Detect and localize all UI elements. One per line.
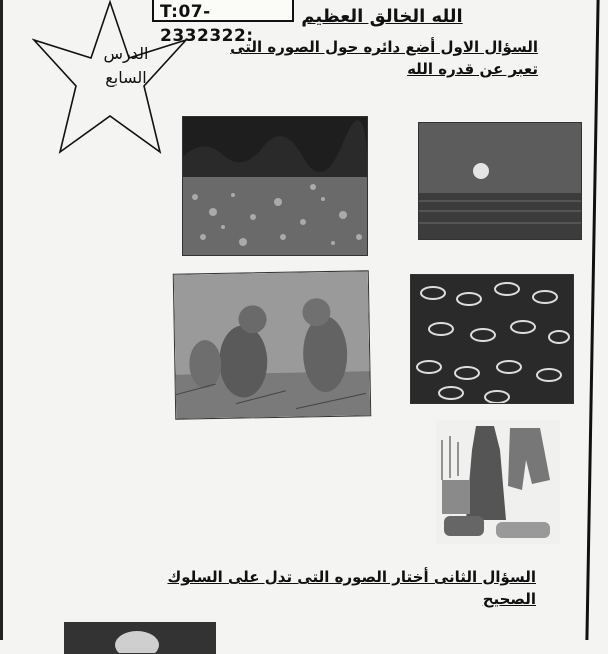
page-title: الله الخالق العظيم bbox=[301, 6, 463, 27]
photo-sunset-sea[interactable] bbox=[418, 122, 582, 240]
question-2-text: السؤال الثانى أختار الصوره التى تدل على السلوك الصحيح bbox=[167, 568, 536, 608]
question-1-text: السؤال الاول أضع دائره حول الصوره التى تعبر عن قدره الله bbox=[230, 38, 538, 78]
page-edge bbox=[0, 0, 3, 640]
question-2 bbox=[156, 566, 536, 610]
lesson-star bbox=[32, 0, 188, 160]
photo-fish-school[interactable] bbox=[410, 274, 574, 404]
photo-clothes-pile[interactable] bbox=[436, 420, 560, 544]
right-border-line bbox=[585, 0, 599, 640]
phone-number-box: T:07-2332322: bbox=[152, 0, 294, 22]
lesson-number: السابع bbox=[105, 68, 147, 87]
lesson-word: الدرس bbox=[103, 44, 149, 63]
photo-forest-river[interactable] bbox=[182, 116, 368, 256]
question-1 bbox=[206, 36, 538, 80]
photo-prairie-dogs[interactable] bbox=[173, 270, 372, 419]
photo-bottom-partial[interactable] bbox=[64, 622, 216, 654]
star-label bbox=[90, 42, 162, 90]
